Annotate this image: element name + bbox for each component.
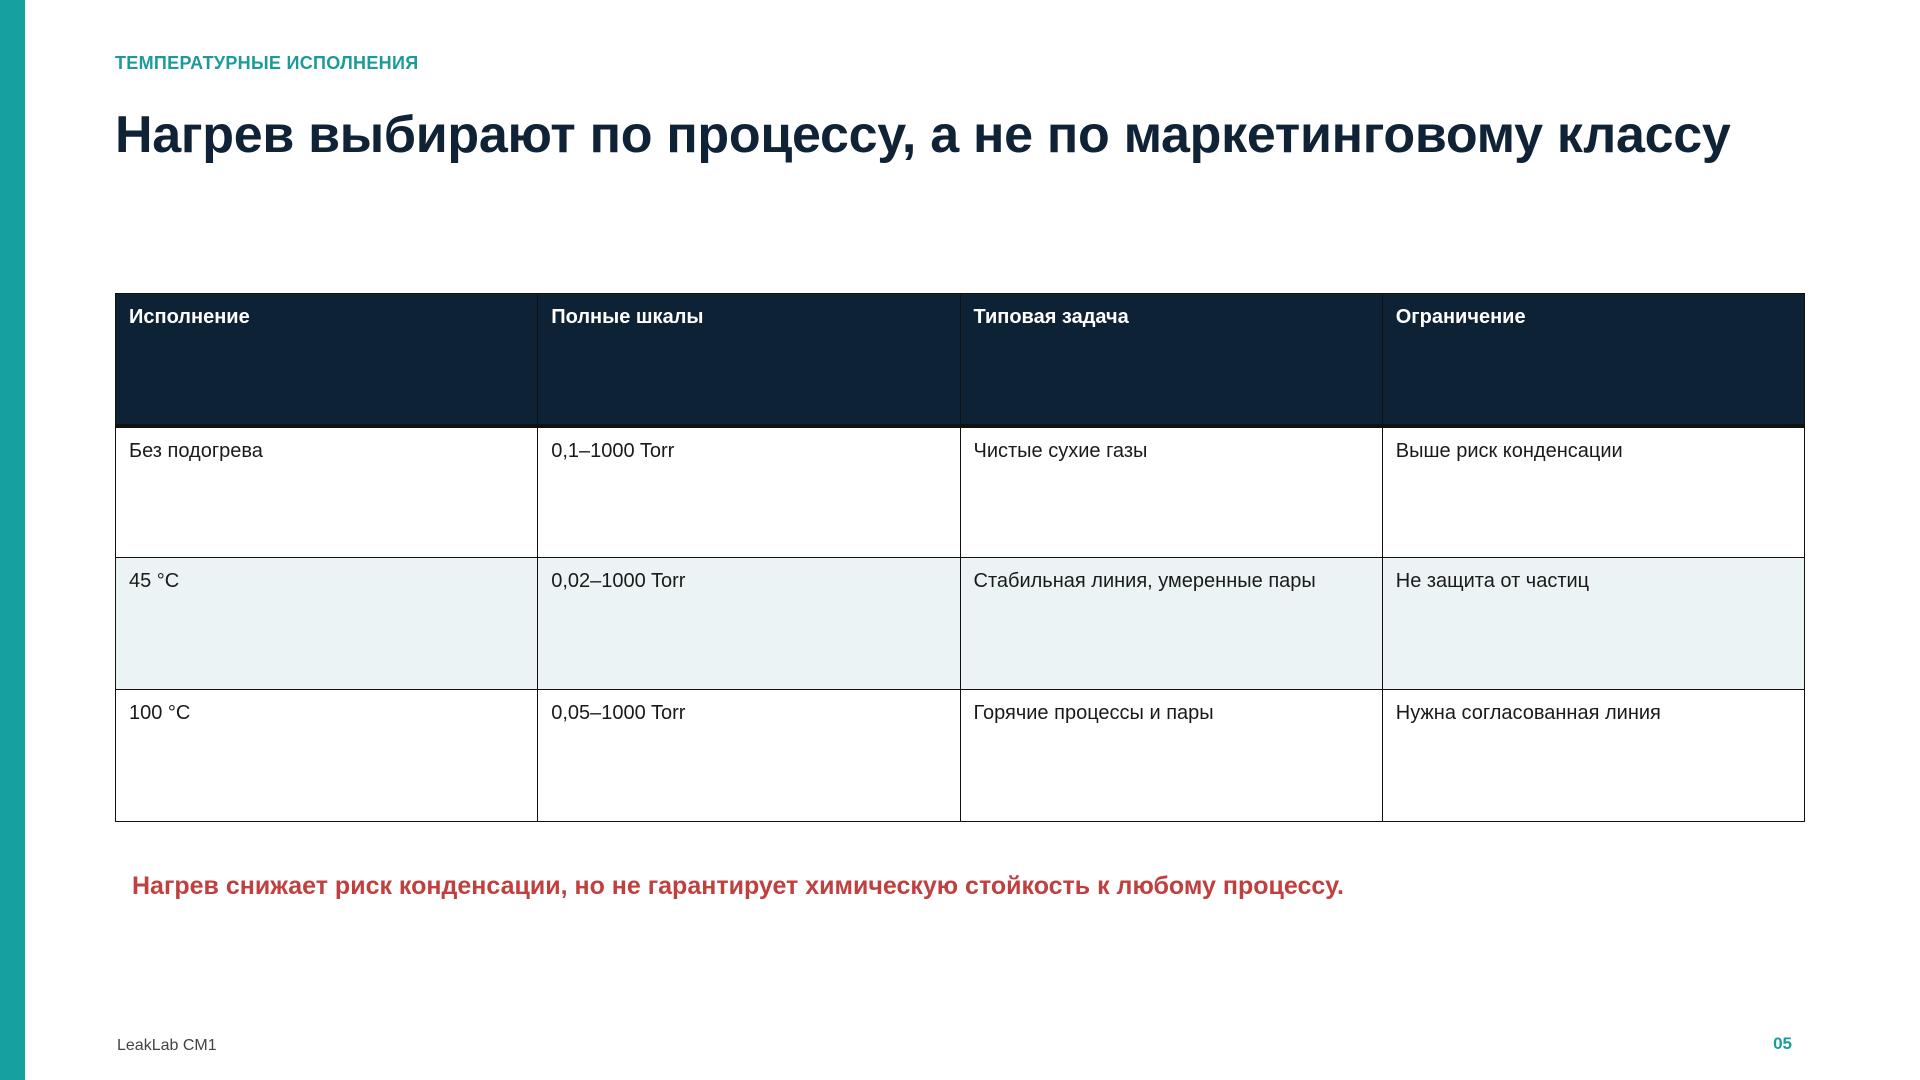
- table-row: [116, 558, 1805, 690]
- page-number: 05: [1773, 1034, 1792, 1053]
- cell-full-scales: 0,1–1000 Torr: [538, 426, 960, 558]
- cell-limitation: Выше риск конденсации: [1382, 426, 1804, 558]
- header-limitation: Ограничение: [1382, 294, 1804, 426]
- cell-typical-task: Чистые сухие газы: [960, 426, 1382, 558]
- accent-bar: [0, 0, 25, 1080]
- header-version: Исполнение: [116, 294, 538, 426]
- footer-brand: LeakLab CM1: [117, 1037, 217, 1054]
- table-row: [116, 426, 1805, 558]
- header-full-scales: Полные шкалы: [538, 294, 960, 426]
- cell-limitation: Не защита от частиц: [1382, 558, 1804, 690]
- table-row: [116, 690, 1805, 822]
- warning-note: Нагрев снижает риск конденсации, но не гарантирует химическую стойкость к любому процессу.: [132, 872, 1344, 900]
- slide-title: Нагрев выбирают по процессу, а не по маркетинговому классу: [115, 106, 1731, 164]
- cell-version: Без подогрева: [116, 426, 538, 558]
- cell-full-scales: 0,05–1000 Torr: [538, 690, 960, 822]
- cell-full-scales: 0,02–1000 Torr: [538, 558, 960, 690]
- cell-limitation: Нужна согласованная линия: [1382, 690, 1804, 822]
- cell-typical-task: Стабильная линия, умеренные пары: [960, 558, 1382, 690]
- table-header-row: [116, 294, 1805, 426]
- cell-typical-task: Горячие процессы и пары: [960, 690, 1382, 822]
- cell-version: 45 °C: [116, 558, 538, 690]
- cell-version: 100 °C: [116, 690, 538, 822]
- section-eyebrow: ТЕМПЕРАТУРНЫЕ ИСПОЛНЕНИЯ: [115, 53, 419, 73]
- header-typical-task: Типовая задача: [960, 294, 1382, 426]
- temperature-versions-table: [115, 293, 1805, 822]
